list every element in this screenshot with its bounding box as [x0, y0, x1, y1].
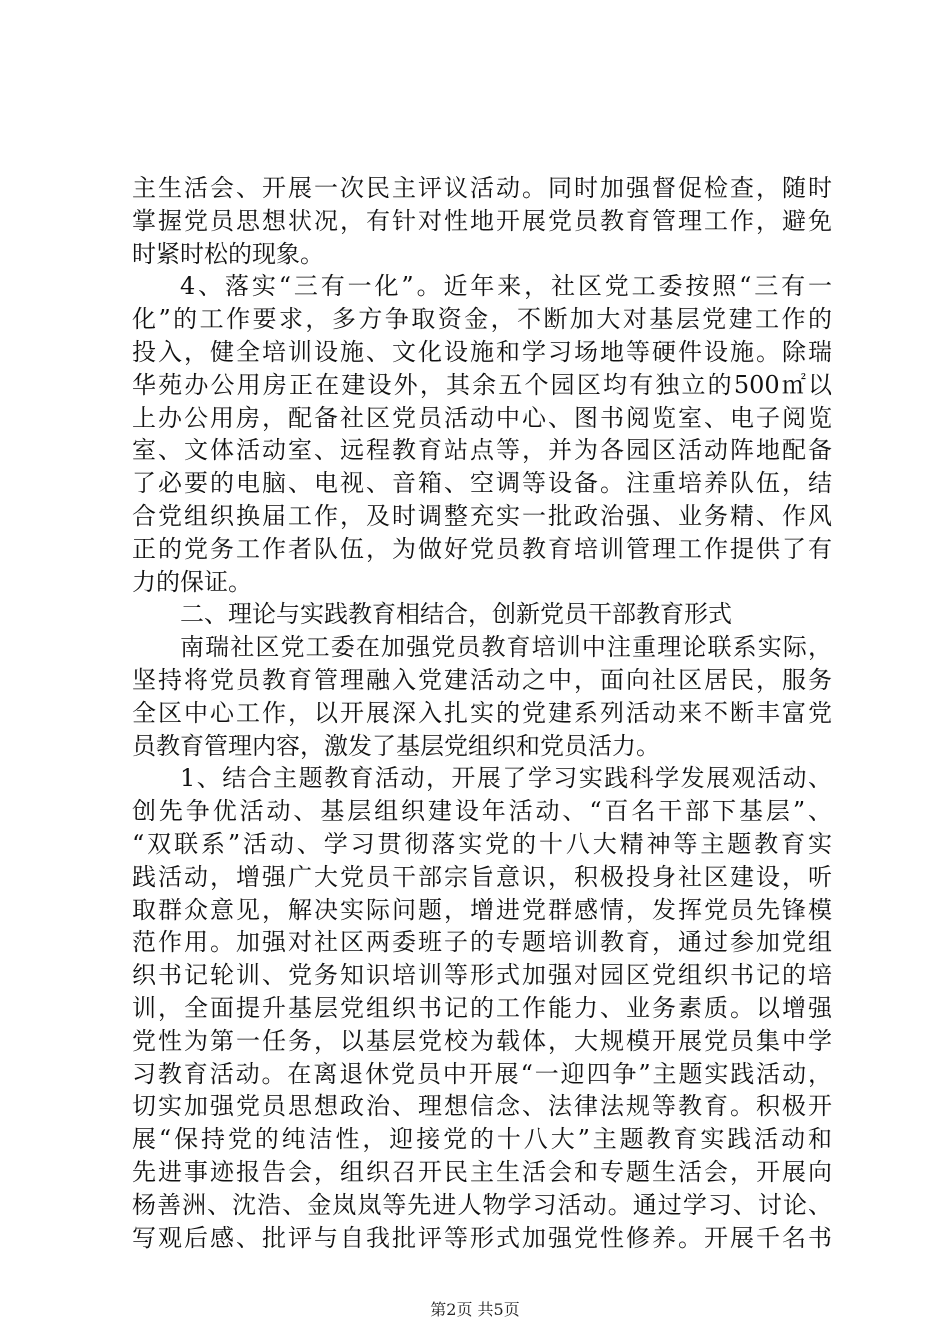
- text-line: “双联系”活动、学习贯彻落实党的十八大精神等主题教育实: [132, 829, 832, 858]
- text-line: 掌握党员思想状况，有针对性地开展党员教育管理工作，避免: [132, 206, 832, 235]
- text-line: 全区中心工作，以开展深入扎实的党建系列活动来不断丰富党: [132, 698, 832, 727]
- paragraph-start-line: 南瑞社区党工委在加强党员教育培训中注重理论联系实际，: [180, 633, 832, 662]
- text-line: 党性为第一任务，以基层党校为载体，大规模开展党员集中学: [132, 1026, 832, 1055]
- text-line: 华苑办公用房正在建设外，其余五个园区均有独立的500㎡以: [132, 370, 832, 399]
- document-body: [132, 172, 832, 1254]
- text-line: 了必要的电脑、电视、音箱、空调等设备。注重培养队伍，结: [132, 469, 832, 498]
- text-line: 投入，健全培训设施、文化设施和学习场地等硬件设施。除瑞: [132, 337, 832, 366]
- text-line: 先进事迹报告会，组织召开民主生活会和专题生活会，开展向: [132, 1157, 832, 1186]
- text-line: 范作用。加强对社区两委班子的专题培训教育，通过参加党组: [132, 928, 832, 957]
- text-line: 切实加强党员思想政治、理想信念、法律法规等教育。积极开: [132, 1092, 832, 1121]
- page-number: 第2页 共5页: [430, 1300, 520, 1319]
- text-line: 室、文体活动室、远程教育站点等，并为各园区活动阵地配备: [132, 436, 832, 465]
- paragraph-start-line: 4、落实“三有一化”。近年来，社区党工委按照“三有一: [180, 272, 832, 301]
- text-line: 时紧时松的现象。: [132, 239, 324, 268]
- paragraph-start-line: 1、结合主题教育活动，开展了学习实践科学发展观活动、: [180, 764, 832, 793]
- text-line: 取群众意见，解决实际问题，增进党群感情，发挥党员先锋模: [132, 895, 832, 924]
- text-line: 正的党务工作者队伍，为做好党员教育培训管理工作提供了有: [132, 534, 832, 563]
- text-line: 上办公用房，配备社区党员活动中心、图书阅览室、电子阅览: [132, 403, 832, 432]
- text-line: 写观后感、批评与自我批评等形式加强党性修养。开展千名书: [132, 1223, 832, 1252]
- text-line: 践活动，增强广大党员干部宗旨意识，积极投身社区建设，听: [132, 862, 832, 891]
- text-line: 展“保持党的纯洁性，迎接党的十八大”主题教育实践活动和: [132, 1125, 832, 1154]
- text-line: 员教育管理内容，激发了基层党组织和党员活力。: [132, 731, 660, 760]
- text-line: 化”的工作要求，多方争取资金，不断加大对基层党建工作的: [132, 305, 832, 334]
- section-heading: 二、理论与实践教育相结合，创新党员干部教育形式: [180, 600, 732, 629]
- text-line: 创先争优活动、基层组织建设年活动、“百名干部下基层”、: [132, 797, 832, 826]
- text-line: 坚持将党员教育管理融入党建活动之中，面向社区居民，服务: [132, 665, 832, 694]
- text-line: 杨善洲、沈浩、金岚岚等先进人物学习活动。通过学习、讨论、: [132, 1190, 832, 1219]
- text-line: 训，全面提升基层党组织书记的工作能力、业务素质。以增强: [132, 993, 832, 1022]
- text-line: 力的保证。: [132, 567, 252, 596]
- text-line: 主生活会、开展一次民主评议活动。同时加强督促检查，随时: [132, 174, 832, 202]
- text-line: 合党组织换届工作，及时调整充实一批政治强、业务精、作风: [132, 501, 832, 530]
- text-line: 习教育活动。在离退休党员中开展“一迎四争”主题实践活动，: [132, 1059, 832, 1088]
- text-line: 织书记轮训、党务知识培训等形式加强对园区党组织书记的培: [132, 961, 832, 990]
